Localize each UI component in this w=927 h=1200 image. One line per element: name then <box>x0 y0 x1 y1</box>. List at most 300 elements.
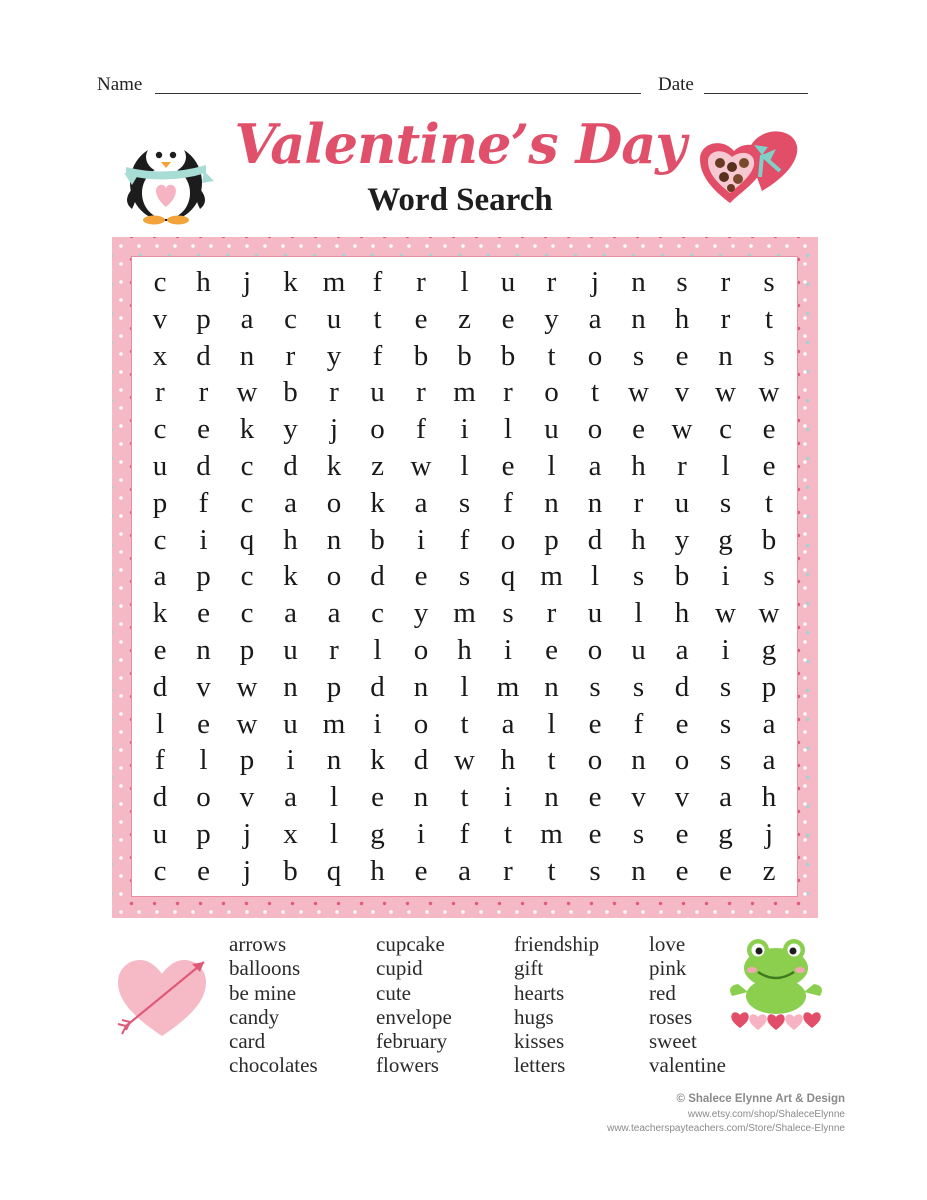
grid-letter[interactable]: e <box>501 302 515 335</box>
grid-letter[interactable]: o <box>500 523 516 556</box>
grid-letter[interactable]: r <box>503 376 513 409</box>
credit-tpt-link[interactable]: www.teacherspayteachers.com/Store/Shalece-Elynne <box>607 1123 845 1134</box>
list-item: flowers <box>376 1053 439 1078</box>
grid-letter[interactable]: n <box>239 339 255 372</box>
grid-letter[interactable]: u <box>587 597 603 630</box>
grid-letter[interactable]: m <box>540 818 563 850</box>
grid-letter[interactable]: u <box>152 818 168 850</box>
grid-letter[interactable]: e <box>545 634 558 666</box>
grid-letter[interactable]: n <box>587 486 603 519</box>
grid-letter[interactable]: l <box>460 266 469 298</box>
grid-letter[interactable]: y <box>413 597 429 630</box>
grid-letter[interactable]: i <box>286 744 295 777</box>
heart-arrow-icon <box>112 950 212 1042</box>
grid-letter[interactable]: g <box>718 818 733 850</box>
grid-letter[interactable]: e <box>588 818 602 850</box>
grid-letter[interactable]: s <box>632 670 645 703</box>
grid-letter[interactable]: a <box>153 560 167 593</box>
grid-letter[interactable]: n <box>544 781 559 814</box>
grid-letter[interactable]: l <box>503 413 513 446</box>
list-item: red <box>649 980 676 1005</box>
grid-letter[interactable]: h <box>283 523 298 556</box>
grid-letter[interactable]: s <box>589 854 601 887</box>
grid-letter[interactable]: w <box>758 376 780 409</box>
grid-letter[interactable]: z <box>762 854 776 887</box>
grid-letter[interactable]: j <box>242 818 252 850</box>
grid-letter[interactable]: r <box>329 634 339 666</box>
grid-letter[interactable]: g <box>370 818 385 850</box>
grid-letter[interactable]: e <box>153 634 167 666</box>
list-item: love <box>649 932 686 956</box>
grid-letter[interactable]: d <box>152 670 168 703</box>
grid-letter[interactable]: o <box>326 560 342 593</box>
grid-letter[interactable]: p <box>196 818 211 850</box>
grid-letter[interactable]: c <box>240 486 254 519</box>
grid-letter[interactable]: o <box>370 413 385 446</box>
grid-letter[interactable]: r <box>720 302 731 335</box>
grid-letter[interactable]: u <box>674 486 690 519</box>
grid-letter[interactable]: c <box>153 523 167 556</box>
grid-letter[interactable]: e <box>414 560 428 593</box>
grid-letter[interactable]: n <box>718 339 733 372</box>
grid-letter[interactable]: t <box>547 854 556 887</box>
grid-letter[interactable]: s <box>763 560 775 593</box>
grid-letter[interactable]: y <box>326 339 342 372</box>
grid-letter[interactable]: f <box>416 413 426 446</box>
grid-letter[interactable]: i <box>721 634 730 666</box>
grid-letter[interactable]: c <box>284 302 297 335</box>
grid-letter[interactable]: g <box>718 523 733 556</box>
grid-letter[interactable]: k <box>283 266 298 298</box>
grid-letter[interactable]: m <box>496 670 520 703</box>
grid-letter[interactable]: e <box>762 450 776 482</box>
grid-letter[interactable]: e <box>675 339 689 372</box>
grid-letter[interactable]: h <box>674 597 690 630</box>
grid-letter[interactable]: i <box>721 560 730 593</box>
grid-letter[interactable]: a <box>284 597 297 630</box>
letter-grid <box>138 264 790 890</box>
grid-letter[interactable]: l <box>547 450 556 482</box>
grid-letter[interactable]: u <box>500 266 516 298</box>
grid-row <box>138 595 790 631</box>
word-list-column-1 <box>229 932 318 1078</box>
grid-letter[interactable]: o <box>587 339 603 372</box>
grid-letter[interactable]: n <box>283 670 298 703</box>
grid-letter[interactable]: u <box>370 376 385 409</box>
grid-letter[interactable]: w <box>236 670 258 703</box>
grid-letter[interactable]: j <box>590 266 600 298</box>
list-item: hugs <box>514 1004 554 1029</box>
grid-letter[interactable]: k <box>370 486 385 519</box>
grid-letter[interactable]: s <box>632 339 645 372</box>
grid-letter[interactable]: c <box>719 413 732 446</box>
grid-letter[interactable]: s <box>632 818 645 850</box>
grid-letter[interactable]: e <box>371 781 384 814</box>
list-item: cupid <box>376 956 423 981</box>
grid-letter[interactable]: v <box>196 670 211 703</box>
grid-letter[interactable]: l <box>721 450 730 482</box>
grid-letter[interactable]: s <box>763 266 775 298</box>
grid-letter[interactable]: w <box>454 744 475 777</box>
list-item: letters <box>514 1053 566 1078</box>
grid-letter[interactable]: d <box>413 744 429 777</box>
grid-letter[interactable]: r <box>546 597 557 630</box>
grid-letter[interactable]: h <box>761 781 777 814</box>
grid-letter[interactable]: b <box>283 854 298 887</box>
grid-letter[interactable]: r <box>155 376 165 409</box>
grid-letter[interactable]: y <box>674 523 690 556</box>
grid-row <box>138 301 790 337</box>
grid-letter[interactable]: p <box>326 670 342 703</box>
grid-letter[interactable]: w <box>628 376 649 409</box>
grid-letter[interactable]: h <box>370 854 385 887</box>
grid-letter[interactable]: u <box>544 413 559 446</box>
grid-letter[interactable]: y <box>283 413 298 446</box>
grid-letter[interactable]: j <box>242 854 252 887</box>
grid-letter[interactable]: g <box>761 634 777 666</box>
grid-letter[interactable]: p <box>152 486 168 519</box>
grid-letter[interactable]: o <box>587 634 603 666</box>
grid-letter[interactable]: h <box>457 634 472 666</box>
grid-letter[interactable]: c <box>240 560 254 593</box>
grid-letter[interactable]: r <box>633 486 644 519</box>
grid-letter[interactable]: t <box>764 486 774 519</box>
grid-letter[interactable]: x <box>283 818 298 850</box>
grid-letter[interactable]: e <box>197 597 210 630</box>
grid-letter[interactable]: n <box>631 266 646 298</box>
grid-letter[interactable]: k <box>239 413 255 446</box>
grid-letter[interactable]: e <box>675 707 689 740</box>
grid-letter[interactable]: n <box>326 744 342 777</box>
grid-row <box>138 779 790 815</box>
grid-letter[interactable]: a <box>284 486 297 519</box>
grid-letter[interactable]: f <box>459 818 470 850</box>
grid-letter[interactable]: f <box>155 744 165 777</box>
grid-letter[interactable]: j <box>329 413 339 446</box>
grid-letter[interactable]: o <box>674 744 690 777</box>
grid-letter[interactable]: i <box>199 523 208 556</box>
grid-letter[interactable]: s <box>458 486 471 519</box>
grid-row <box>138 485 790 521</box>
grid-letter[interactable]: s <box>676 266 688 298</box>
grid-letter[interactable]: u <box>283 634 298 666</box>
grid-letter[interactable]: b <box>413 339 429 372</box>
grid-letter[interactable]: a <box>588 302 602 335</box>
grid-letter[interactable]: l <box>155 707 165 740</box>
grid-letter[interactable]: h <box>631 450 646 482</box>
grid-letter[interactable]: t <box>547 339 556 372</box>
grid-letter[interactable]: t <box>590 376 600 409</box>
name-label: Name <box>97 74 143 95</box>
grid-letter[interactable]: c <box>153 854 167 887</box>
grid-letter[interactable]: e <box>197 854 210 887</box>
grid-letter[interactable]: d <box>370 670 385 703</box>
grid-letter[interactable]: t <box>764 302 774 335</box>
grid-letter[interactable]: e <box>675 854 689 887</box>
grid-letter[interactable]: v <box>152 302 168 335</box>
grid-letter[interactable]: r <box>416 376 426 409</box>
grid-letter[interactable]: r <box>503 854 513 887</box>
grid-letter[interactable]: w <box>236 707 258 740</box>
grid-letter[interactable]: e <box>719 854 732 887</box>
grid-letter[interactable]: l <box>547 707 556 740</box>
grid-letter[interactable]: k <box>370 744 385 777</box>
grid-letter[interactable]: p <box>239 634 255 666</box>
grid-letter[interactable]: j <box>764 818 774 850</box>
grid-letter[interactable]: d <box>196 450 211 482</box>
grid-letter[interactable]: h <box>500 744 516 777</box>
grid-letter[interactable]: n <box>544 486 559 519</box>
grid-letter[interactable]: p <box>544 523 559 556</box>
list-item: cupcake <box>376 932 445 956</box>
grid-letter[interactable]: c <box>153 413 167 446</box>
grid-letter[interactable]: r <box>198 376 209 409</box>
name-field-line[interactable] <box>155 93 641 94</box>
grid-letter[interactable]: r <box>720 266 731 298</box>
grid-letter[interactable]: d <box>152 781 168 814</box>
grid-letter[interactable]: r <box>285 339 296 372</box>
grid-letter[interactable]: a <box>458 854 471 887</box>
grid-letter[interactable]: a <box>240 302 254 335</box>
grid-letter[interactable]: s <box>458 560 471 593</box>
grid-letter[interactable]: y <box>544 302 559 335</box>
word-list-column-2 <box>376 932 452 1078</box>
grid-letter[interactable]: d <box>283 450 298 482</box>
grid-letter[interactable]: l <box>199 744 208 777</box>
list-item: cute <box>376 980 411 1005</box>
grid-letter[interactable]: x <box>152 339 168 372</box>
grid-letter[interactable]: o <box>544 376 559 409</box>
grid-letter[interactable]: f <box>372 266 383 298</box>
grid-letter[interactable]: t <box>547 744 556 777</box>
grid-letter[interactable]: s <box>719 744 732 777</box>
grid-letter[interactable]: i <box>416 818 426 850</box>
grid-letter[interactable]: i <box>460 413 469 446</box>
grid-letter[interactable]: f <box>633 707 644 740</box>
grid-letter[interactable]: b <box>283 376 298 409</box>
grid-letter[interactable]: e <box>414 302 428 335</box>
grid-letter[interactable]: a <box>501 707 515 740</box>
list-item: sweet <box>649 1029 697 1054</box>
grid-letter[interactable]: a <box>414 486 428 519</box>
list-item: pink <box>649 956 687 981</box>
grid-letter[interactable]: m <box>322 707 346 740</box>
penguin-icon <box>118 127 214 225</box>
grid-letter[interactable]: b <box>457 339 472 372</box>
grid-letter[interactable]: p <box>196 560 211 593</box>
grid-letter[interactable]: h <box>674 302 690 335</box>
grid-letter[interactable]: l <box>329 818 339 850</box>
grid-letter[interactable]: n <box>326 523 342 556</box>
grid-letter[interactable]: n <box>631 854 646 887</box>
grid-letter[interactable]: e <box>197 413 210 446</box>
grid-letter[interactable]: a <box>675 634 689 666</box>
grid-letter[interactable]: b <box>500 339 516 372</box>
grid-letter[interactable]: l <box>634 597 643 630</box>
grid-letter[interactable]: m <box>453 376 476 409</box>
grid-letter[interactable]: d <box>587 523 603 556</box>
grid-row <box>138 706 790 742</box>
grid-letter[interactable]: f <box>459 523 470 556</box>
grid-letter[interactable]: e <box>197 707 210 740</box>
grid-letter[interactable]: s <box>719 486 732 519</box>
date-label: Date <box>658 74 694 95</box>
grid-letter[interactable]: e <box>588 781 602 814</box>
grid-letter[interactable]: u <box>631 634 646 666</box>
grid-letter[interactable]: e <box>762 413 776 446</box>
grid-row <box>138 338 790 374</box>
grid-letter[interactable]: c <box>240 450 254 482</box>
grid-letter[interactable]: i <box>503 781 513 814</box>
grid-letter[interactable]: f <box>372 339 383 372</box>
grid-letter[interactable]: a <box>588 450 602 482</box>
grid-letter[interactable]: q <box>326 854 342 887</box>
grid-letter[interactable]: s <box>502 597 514 630</box>
frog-icon <box>724 936 828 1036</box>
grid-letter[interactable]: d <box>370 560 385 593</box>
grid-letter[interactable]: u <box>152 450 168 482</box>
credit-etsy-link[interactable]: www.etsy.com/shop/ShaleceElynne <box>687 1109 845 1120</box>
grid-letter[interactable]: d <box>196 339 211 372</box>
grid-letter[interactable]: r <box>677 450 687 482</box>
grid-letter[interactable]: o <box>413 707 429 740</box>
grid-letter[interactable]: j <box>242 266 252 298</box>
grid-letter[interactable]: e <box>501 450 515 482</box>
grid-letter[interactable]: w <box>236 376 258 409</box>
grid-letter[interactable]: e <box>675 818 689 850</box>
grid-letter[interactable]: n <box>413 670 429 703</box>
grid-letter[interactable]: v <box>239 781 255 814</box>
grid-row <box>138 853 790 889</box>
grid-letter[interactable]: a <box>762 707 776 740</box>
grid-letter[interactable]: a <box>762 744 776 777</box>
name-date-row <box>97 70 817 100</box>
grid-letter[interactable]: i <box>416 523 426 556</box>
grid-letter[interactable]: k <box>152 597 168 630</box>
list-item: arrows <box>229 932 287 956</box>
grid-letter[interactable]: q <box>500 560 516 593</box>
list-item: february <box>376 1029 448 1054</box>
grid-letter[interactable]: m <box>540 560 563 593</box>
grid-letter[interactable]: u <box>326 302 342 335</box>
grid-letter[interactable]: a <box>327 597 341 630</box>
grid-letter[interactable]: r <box>546 266 557 298</box>
grid-letter[interactable]: s <box>763 339 775 372</box>
grid-letter[interactable]: c <box>371 597 384 630</box>
grid-letter[interactable]: f <box>198 486 209 519</box>
grid-letter[interactable]: a <box>284 781 297 814</box>
grid-letter[interactable]: o <box>587 744 603 777</box>
grid-letter[interactable]: l <box>329 781 339 814</box>
grid-letter[interactable]: c <box>240 597 254 630</box>
word-list-column-4 <box>649 932 726 1078</box>
grid-letter[interactable]: n <box>631 744 646 777</box>
grid-letter[interactable]: k <box>326 450 342 482</box>
grid-letter[interactable]: m <box>453 597 476 630</box>
grid-row <box>138 448 790 484</box>
grid-letter[interactable]: t <box>460 781 469 814</box>
grid-letter[interactable]: s <box>719 670 732 703</box>
grid-letter[interactable]: r <box>416 266 426 298</box>
grid-letter[interactable]: z <box>458 302 471 335</box>
grid-letter[interactable]: l <box>590 560 600 593</box>
grid-row <box>138 374 790 410</box>
list-item: friendship <box>514 932 600 956</box>
grid-letter[interactable]: h <box>196 266 211 298</box>
grid-row <box>138 816 790 852</box>
list-item: card <box>229 1029 266 1054</box>
word-list-column-3 <box>514 932 599 1078</box>
grid-letter[interactable]: t <box>460 707 469 740</box>
grid-letter[interactable]: m <box>322 266 346 298</box>
grid-letter[interactable]: e <box>588 707 602 740</box>
grid-letter[interactable]: n <box>631 302 646 335</box>
grid-letter[interactable]: p <box>239 744 255 777</box>
grid-letter[interactable]: p <box>196 302 211 335</box>
grid-letter[interactable]: t <box>373 302 382 335</box>
list-item: hearts <box>514 980 565 1005</box>
grid-letter[interactable]: e <box>632 413 645 446</box>
grid-letter[interactable]: i <box>503 634 513 666</box>
grid-row <box>138 522 790 558</box>
grid-letter[interactable]: v <box>674 781 690 814</box>
grid-letter[interactable]: u <box>283 707 298 740</box>
grid-letter[interactable]: p <box>761 670 777 703</box>
grid-letter[interactable]: o <box>326 486 342 519</box>
grid-letter[interactable]: z <box>371 450 384 482</box>
grid-letter[interactable]: a <box>719 781 732 814</box>
grid-letter[interactable]: e <box>414 854 428 887</box>
grid-letter[interactable]: o <box>196 781 211 814</box>
grid-letter[interactable]: k <box>283 560 298 593</box>
grid-letter[interactable]: s <box>589 670 601 703</box>
list-item: gift <box>514 956 544 981</box>
grid-letter[interactable]: b <box>674 560 690 593</box>
grid-letter[interactable]: s <box>632 560 645 593</box>
grid-letter[interactable]: n <box>413 781 429 814</box>
date-field-line[interactable] <box>704 93 808 94</box>
grid-letter[interactable]: w <box>671 413 693 446</box>
grid-letter[interactable]: h <box>631 523 646 556</box>
grid-letter[interactable]: d <box>674 670 690 703</box>
grid-letter[interactable]: b <box>370 523 385 556</box>
grid-letter[interactable]: v <box>674 376 690 409</box>
grid-letter[interactable]: o <box>413 634 429 666</box>
grid-letter[interactable]: l <box>460 670 469 703</box>
grid-letter[interactable]: s <box>719 707 732 740</box>
grid-letter[interactable]: f <box>503 486 513 519</box>
chocolate-box-icon <box>692 125 804 207</box>
list-item: balloons <box>229 956 301 981</box>
grid-letter[interactable]: q <box>239 523 255 556</box>
grid-letter[interactable]: w <box>715 597 736 630</box>
grid-letter[interactable]: n <box>544 670 559 703</box>
grid-letter[interactable]: r <box>329 376 339 409</box>
grid-letter[interactable]: c <box>153 266 167 298</box>
grid-letter[interactable]: b <box>761 523 777 556</box>
grid-letter[interactable]: v <box>631 781 646 814</box>
grid-letter[interactable]: o <box>587 413 603 446</box>
grid-letter[interactable]: w <box>410 450 432 482</box>
grid-letter[interactable]: l <box>460 450 469 482</box>
grid-letter[interactable]: t <box>503 818 513 850</box>
grid-letter[interactable]: l <box>373 634 382 666</box>
grid-letter[interactable]: w <box>758 597 780 630</box>
grid-row <box>138 264 790 300</box>
grid-letter[interactable]: n <box>196 634 211 666</box>
grid-letter[interactable]: w <box>715 376 736 409</box>
grid-letter[interactable]: i <box>373 707 382 740</box>
